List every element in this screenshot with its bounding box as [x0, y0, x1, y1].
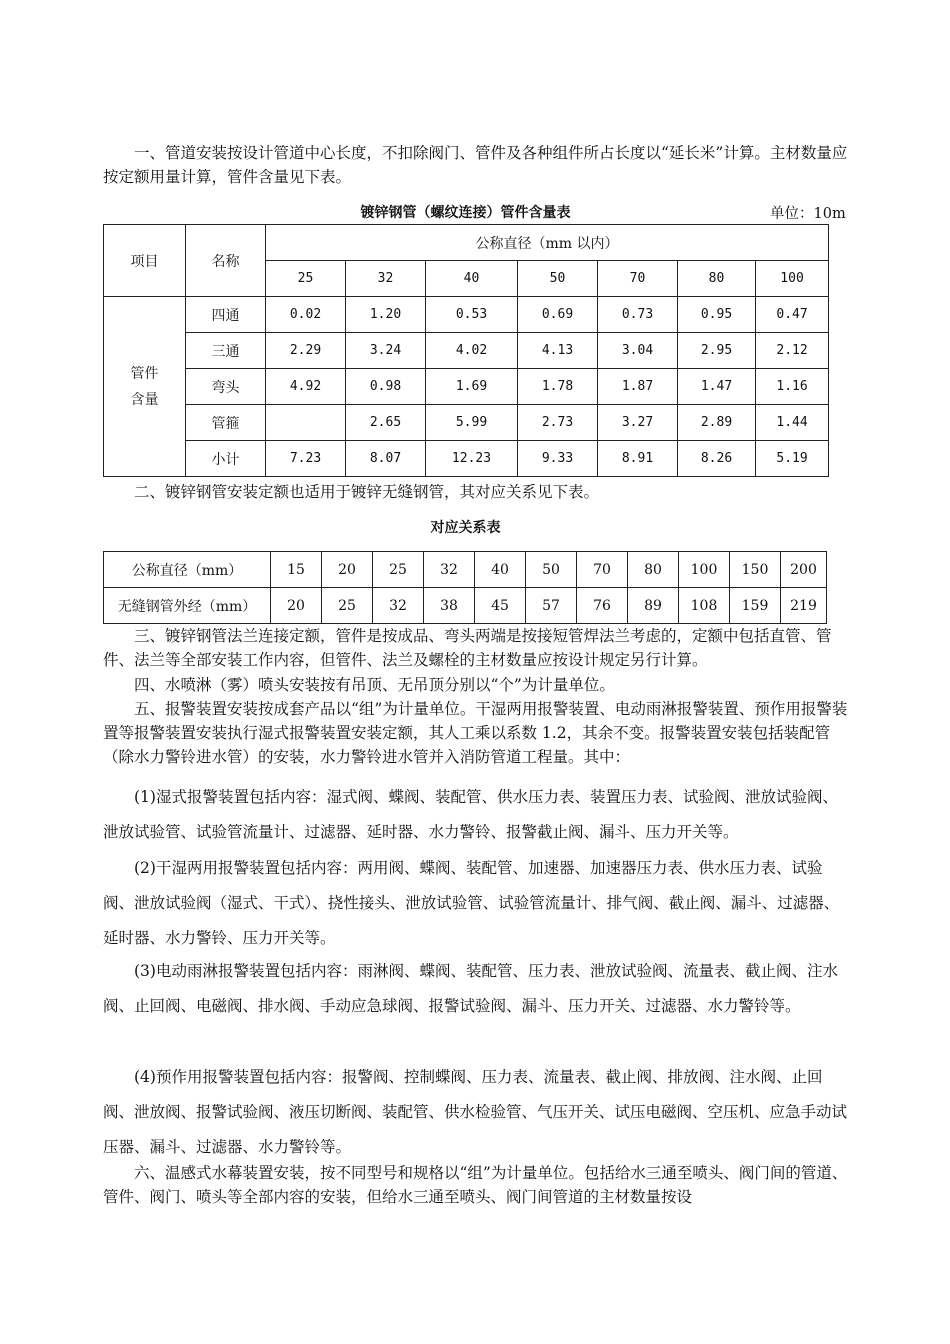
cell: 0.69 [518, 297, 598, 333]
table-row [104, 297, 829, 333]
paragraph-3: 三、镀锌钢管法兰连接定额，管件是按成品、弯头两端是按接短管焊法兰考虑的，定额中包括直管、管件、法兰等全部安装工作内容，但管件、法兰及螺栓的主材数量应按设计规定另行计算。 [103, 627, 832, 669]
row-label: 公称直径（mm） [104, 552, 271, 588]
diameter-header: 80 [678, 261, 756, 297]
cell: 100 [679, 552, 730, 588]
cell: 25 [322, 588, 373, 624]
cell: 89 [628, 588, 679, 624]
paragraph-4: 四、水喷淋（雾）喷头安装按有吊顶、无吊顶分别以“个”为计量单位。 [134, 676, 615, 694]
cell: 1.78 [518, 369, 598, 405]
row-name: 三通 [186, 333, 266, 369]
cell: 3.04 [598, 333, 678, 369]
cell: 1.20 [346, 297, 426, 333]
cell: 150 [730, 552, 781, 588]
table2-caption: 对应关系表 [430, 520, 501, 536]
cell: 1.44 [756, 405, 829, 441]
cell: 108 [679, 588, 730, 624]
cell: 2.73 [518, 405, 598, 441]
cell: 8.07 [346, 441, 426, 477]
cell: 45 [475, 588, 526, 624]
row-name: 管箍 [186, 405, 266, 441]
cell: 2.89 [678, 405, 756, 441]
cell: 3.27 [598, 405, 678, 441]
cell: 219 [781, 588, 827, 624]
cell: 2.29 [266, 333, 346, 369]
paragraph-2: 二、镀锌钢管安装定额也适用于镀锌无缝钢管，其对应关系见下表。 [134, 483, 600, 501]
cell: 0.53 [426, 297, 518, 333]
cell: 4.92 [266, 369, 346, 405]
table1-caption: 镀锌钢管（螺纹连接）管件含量表 [360, 205, 571, 221]
cell: 0.95 [678, 297, 756, 333]
row-name: 四通 [186, 297, 266, 333]
diameter-header: 32 [346, 261, 426, 297]
table-row [104, 441, 829, 477]
subsection-1: (1)湿式报警装置包括内容：湿式阀、蝶阀、装配管、供水压力表、装置压力表、试验阀、泄放试验阀、泄放试验管、试验管流量计、过滤器、延时器、水力警铃、报警截止阀、漏斗、压力开关等。 [103, 788, 838, 841]
cell: 0.73 [598, 297, 678, 333]
subsection-3: (3)电动雨淋报警装置包括内容：雨淋阀、蝶阀、装配管、压力表、泄放试验阀、流量表、截止阀、注水阀、止回阀、电磁阀、排水阀、手动应急球阀、报警试验阀、漏斗、压力开关、过滤器、水力警铃等。 [103, 962, 838, 1015]
cell: 2.65 [346, 405, 426, 441]
cell: 12.23 [426, 441, 518, 477]
cell: 70 [577, 552, 628, 588]
diameter-header: 70 [598, 261, 678, 297]
cell: 159 [730, 588, 781, 624]
diameter-header: 50 [518, 261, 598, 297]
cell: 0.47 [756, 297, 829, 333]
paragraph-6: 六、温感式水幕装置安装，按不同型号和规格以“组”为计量单位。包括给水三通至喷头、阀门间的管道、管件、阀门、喷头等全部内容的安装，但给水三通至喷头、阀门间管道的主材数量按设 [103, 1164, 848, 1206]
cell: 50 [526, 552, 577, 588]
table-row [104, 405, 829, 441]
diameter-header: 40 [426, 261, 518, 297]
correspondence-table [103, 551, 827, 624]
header-diameter-group: 公称直径（mm 以内） [266, 225, 829, 261]
cell: 1.47 [678, 369, 756, 405]
cell: 4.13 [518, 333, 598, 369]
cell: 5.99 [426, 405, 518, 441]
cell: 8.91 [598, 441, 678, 477]
cell: 200 [781, 552, 827, 588]
row-label: 无缝钢管外经（mm） [104, 588, 271, 624]
cell: 1.69 [426, 369, 518, 405]
subsection-4: (4)预作用报警装置包括内容：报警阀、控制蝶阀、压力表、流量表、截止阀、排放阀、注水阀、止回阀、泄放阀、报警试验阀、液压切断阀、装配管、供水检验管、气压开关、试压电磁阀、空压机、应急手动试压器、漏斗、过滤器、水力警铃等。 [103, 1068, 848, 1156]
group-label: 管件含量 [104, 297, 186, 477]
cell: 20 [271, 588, 322, 624]
row-name: 小计 [186, 441, 266, 477]
cell: 32 [424, 552, 475, 588]
cell: 8.26 [678, 441, 756, 477]
cell: 80 [628, 552, 679, 588]
cell: 7.23 [266, 441, 346, 477]
cell: 5.19 [756, 441, 829, 477]
table-row [104, 552, 827, 588]
row-name: 弯头 [186, 369, 266, 405]
cell: 38 [424, 588, 475, 624]
cell: 57 [526, 588, 577, 624]
cell: 4.02 [426, 333, 518, 369]
diameter-header: 25 [266, 261, 346, 297]
cell: 20 [322, 552, 373, 588]
cell: 9.33 [518, 441, 598, 477]
table-row [104, 369, 829, 405]
cell: 1.16 [756, 369, 829, 405]
cell: 25 [373, 552, 424, 588]
paragraph-5: 五、报警装置安装按成套产品以“组”为计量单位。干湿两用报警装置、电动雨淋报警装置、预作用报警装置等报警装置安装执行湿式报警装置安装定额，其人工乘以系数 1.2，其余不变。报警装置安装包括装配管（除水力警铃进水管）的安装，水力警铃进水管并入消防管道工程量。其中： [103, 700, 848, 766]
cell: 0.02 [266, 297, 346, 333]
cell: 0.98 [346, 369, 426, 405]
table-row [104, 333, 829, 369]
cell: 32 [373, 588, 424, 624]
table1-unit: 单位：10m [770, 206, 846, 222]
header-name: 名称 [186, 225, 266, 297]
diameter-header: 100 [756, 261, 829, 297]
cell: 2.95 [678, 333, 756, 369]
cell: 15 [271, 552, 322, 588]
paragraph-1: 一、管道安装按设计管道中心长度，不扣除阀门、管件及各种组件所占长度以“延长米”计算。主材数量应按定额用量计算，管件含量见下表。 [103, 144, 848, 186]
cell: 1.87 [598, 369, 678, 405]
cell: 40 [475, 552, 526, 588]
cell: 2.12 [756, 333, 829, 369]
table-row [104, 588, 827, 624]
subsection-2: (2)干湿两用报警装置包括内容：两用阀、蝶阀、装配管、加速器、加速器压力表、供水压力表、试验阀、泄放试验阀（湿式、干式）、挠性接头、泄放试验管、试验管流量计、排气阀、截止阀、漏斗、过滤器、延时器、水力警铃、压力开关等。 [103, 859, 840, 947]
fitting-content-table [103, 224, 829, 477]
cell [266, 405, 346, 441]
header-item: 项目 [104, 225, 186, 297]
cell: 76 [577, 588, 628, 624]
cell: 3.24 [346, 333, 426, 369]
